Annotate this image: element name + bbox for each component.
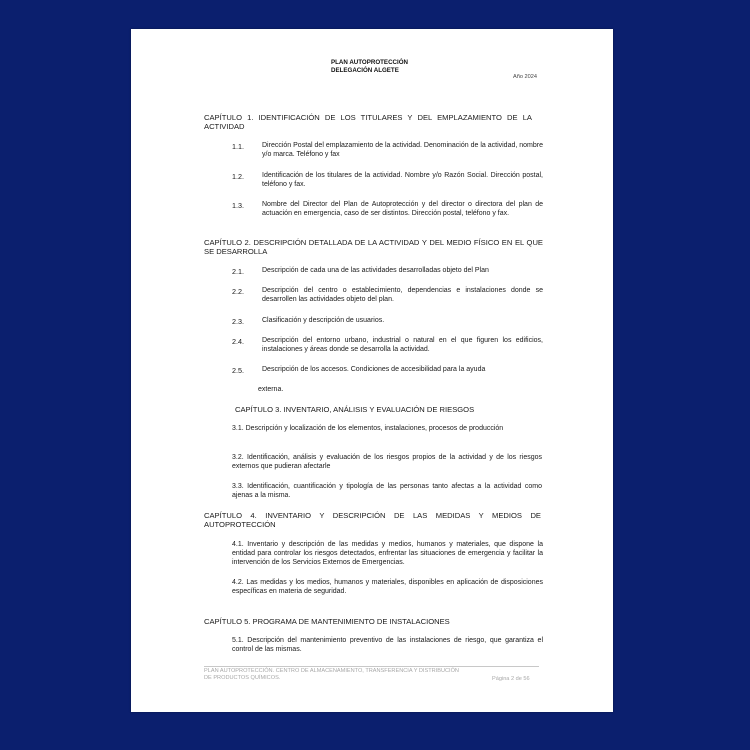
item-number: 1.3.	[232, 201, 244, 210]
page-number: Página 2 de 56	[492, 676, 530, 682]
item-text: Descripción de los accesos. Condiciones de accesibilidad para la ayuda	[262, 366, 486, 373]
chapter-4-title: CAPÍTULO 4. INVENTARIO Y DESCRIPCIÓN DE LAS MEDIDAS Y MEDIOS DE AUTOPROTECCIÓN	[204, 511, 541, 530]
document-year: Año 2024	[513, 74, 537, 80]
item-text: 3.1. Descripción y localización de los elementos, instalaciones, procesos de producción	[232, 425, 504, 432]
item-text: Nombre del Director del Plan de Autoprotección y del director o directora del plan de actuación en emergencia, caso de ser distintos. Dirección postal, teléfono y fax.	[262, 201, 543, 218]
chapter-1-title: CAPÍTULO 1. IDENTIFICACIÓN DE LOS TITULARES Y DEL EMPLAZAMIENTO DE LA ACTIVIDAD	[204, 113, 532, 132]
chapter-5-title: CAPÍTULO 5. PROGRAMA DE MANTENIMIENTO DE INSTALACIONES	[204, 617, 450, 626]
chapter-3-title: CAPÍTULO 3. INVENTARIO, ANÁLISIS Y EVALUACIÓN DE RIESGOS	[235, 405, 475, 414]
item-number: 2.5.	[232, 366, 244, 375]
item-number: 2.3.	[232, 317, 244, 326]
item-text: 5.1. Descripción del mantenimiento preventivo de las instalaciones de riesgo, que garantiza el control de las mismas.	[232, 637, 543, 654]
item-text: 3.3. Identificación, cuantificación y tipología de las personas tanto afectas a la actividad como ajenas a la misma.	[232, 483, 542, 500]
document-page	[131, 29, 613, 712]
item-text: Dirección Postal del emplazamiento de la actividad. Denominación de la actividad, nombre y/o marca. Teléfono y fax	[262, 142, 543, 159]
footer-line-2: DE PRODUCTOS QUÍMICOS.	[204, 674, 281, 681]
item-number: 1.1.	[232, 142, 244, 151]
item-text: Clasificación y descripción de usuarios.	[262, 317, 385, 324]
chapter-2-title: CAPÍTULO 2. DESCRIPCIÓN DETALLADA DE LA ACTIVIDAD Y DEL MEDIO FÍSICO EN EL QUE SE DESARROLLA	[204, 238, 543, 257]
footer-text	[204, 668, 504, 682]
title-line-1: PLAN AUTOPROTECCIÓN	[331, 59, 409, 66]
item-number: 1.2.	[232, 172, 244, 181]
footer-divider	[204, 666, 539, 667]
title-line-2: DELEGACIÓN ALGETE	[331, 66, 399, 74]
item-text: 3.2. Identificación, análisis y evaluación de los riesgos propios de la actividad y de los riesgos externos que pudieran afectarle	[232, 454, 542, 471]
document-title	[331, 59, 408, 74]
item-continuation: externa.	[258, 386, 284, 393]
item-text: 4.1. Inventario y descripción de las medidas y medios, humanos y materiales, que dispone la entidad para controlar los riesgos detectados, enfrentar las situaciones de emergencia y facilitar la intervención de los Servicios Externos de Emergencias.	[232, 541, 543, 567]
item-number: 2.4.	[232, 337, 244, 346]
item-text: Descripción del centro o establecimiento, dependencias e instalaciones donde se desarrollen las actividades objeto del plan.	[262, 287, 543, 304]
item-text: Descripción de cada una de las actividades desarrolladas objeto del Plan	[262, 267, 489, 274]
item-number: 2.1.	[232, 267, 244, 276]
item-text: Identificación de los titulares de la actividad. Nombre y/o Razón Social. Dirección postal, teléfono y fax.	[262, 172, 543, 189]
item-text: 4.2. Las medidas y los medios, humanos y materiales, disponibles en aplicación de disposiciones específicas en materia de seguridad.	[232, 579, 543, 596]
item-number: 2.2.	[232, 287, 244, 296]
item-text: Descripción del entorno urbano, industrial o natural en el que figuren los edificios, instalaciones y áreas donde se desarrolla la actividad.	[262, 337, 543, 354]
footer-line-1: PLAN AUTOPROTECCIÓN. CENTRO DE ALMACENAMIENTO, TRANSFERENCIA Y DISTRIBUCIÓN	[204, 668, 459, 674]
